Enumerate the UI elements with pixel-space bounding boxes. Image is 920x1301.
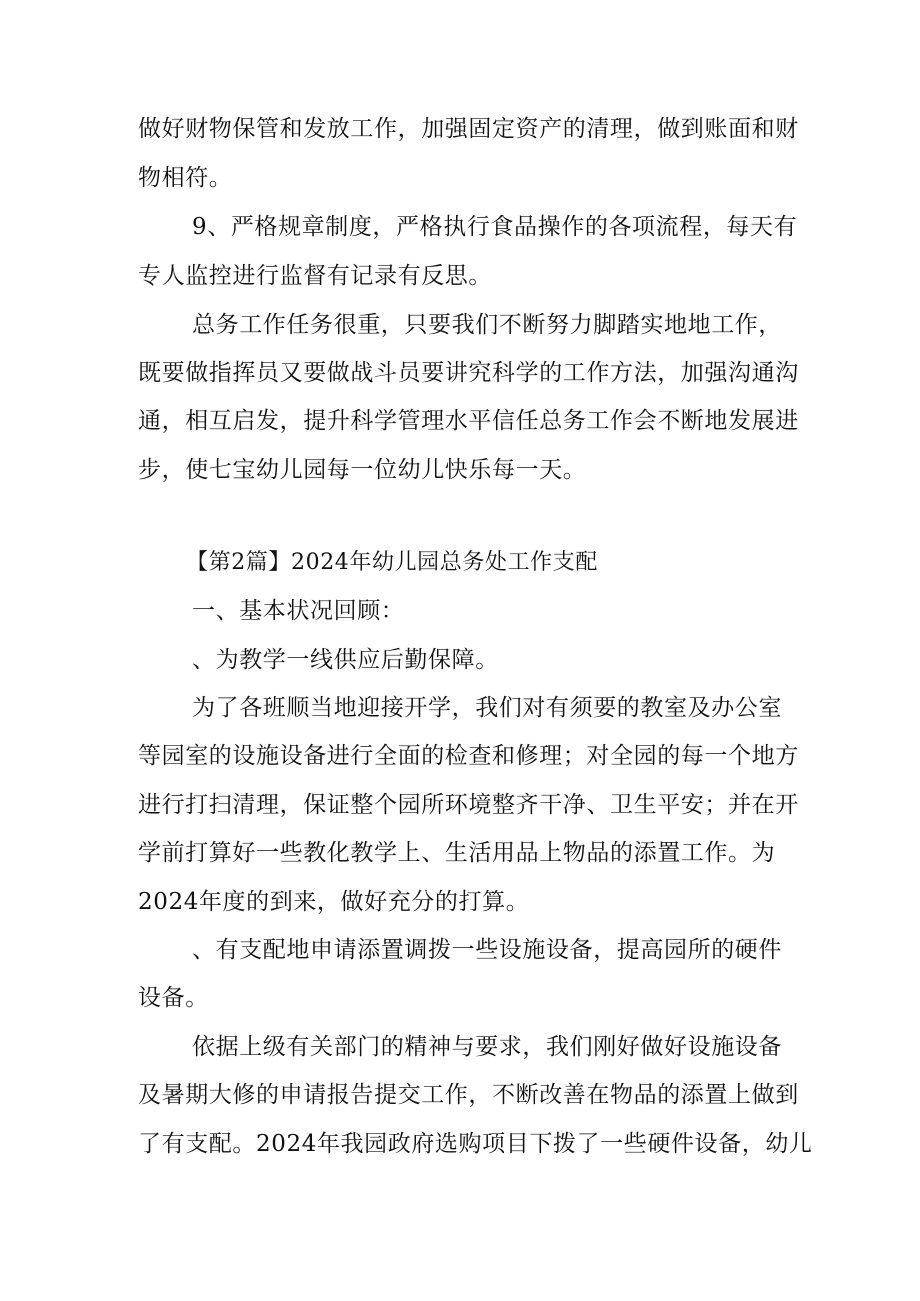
paragraph-line: 依据上级有关部门的精神与要求，我们刚好做好设施设备 bbox=[192, 1034, 782, 1060]
subheading-line: 一、基本状况回顾： bbox=[192, 598, 405, 624]
paragraph-line: 、为教学一线供应后勤保障。 bbox=[192, 647, 499, 673]
paragraph-line: 学前打算好一些教化教学上、生活用品上物品的添置工作。为 bbox=[138, 840, 776, 866]
paragraph-line: 设备。 bbox=[138, 985, 209, 1011]
paragraph-line: 通，相互启发，提升科学管理水平信任总务工作会不断地发展进 bbox=[138, 408, 799, 434]
paragraph-line: 专人监控进行监督有记录有反思。 bbox=[138, 263, 492, 289]
paragraph-line: 、有支配地申请添置调拨一些设施设备，提高园所的硬件 bbox=[192, 937, 782, 963]
paragraph-line: 进行打扫清理，保证整个园所环境整齐干净、卫生平安；并在开 bbox=[138, 792, 799, 818]
paragraph-line: 总务工作任务很重，只要我们不断努力脚踏实地地工作， bbox=[192, 312, 782, 338]
paragraph-line: 及暑期大修的申请报告提交工作，不断改善在物品的添置上做到 bbox=[138, 1082, 799, 1108]
paragraph-line: 步，使七宝幼儿园每一位幼儿快乐每一天。 bbox=[138, 457, 587, 483]
paragraph-line: 等园室的设施设备进行全面的检查和修理；对全园的每一个地方 bbox=[138, 743, 799, 769]
paragraph-line: 为了各班顺当地迎接开学，我们对有须要的教室及办公室 bbox=[192, 695, 782, 721]
paragraph-line: 物相符。 bbox=[138, 165, 233, 191]
paragraph-line: 既要做指挥员又要做战斗员要讲究科学的工作方法，加强沟通沟 bbox=[138, 360, 799, 386]
paragraph-line: 9、严格规章制度，严格执行食品操作的各项流程，每天有 bbox=[192, 214, 798, 240]
paragraph-line: 了有支配。2024年我园政府选购项目下拨了一些硬件设备，幼儿 bbox=[138, 1131, 813, 1157]
section-heading: 【第2篇】2024年幼儿园总务处工作支配 bbox=[186, 550, 598, 575]
paragraph-line: 做好财物保管和发放工作，加强固定资产的清理，做到账面和财 bbox=[138, 116, 799, 142]
paragraph-line: 2024年度的到来，做好充分的打算。 bbox=[138, 889, 530, 915]
